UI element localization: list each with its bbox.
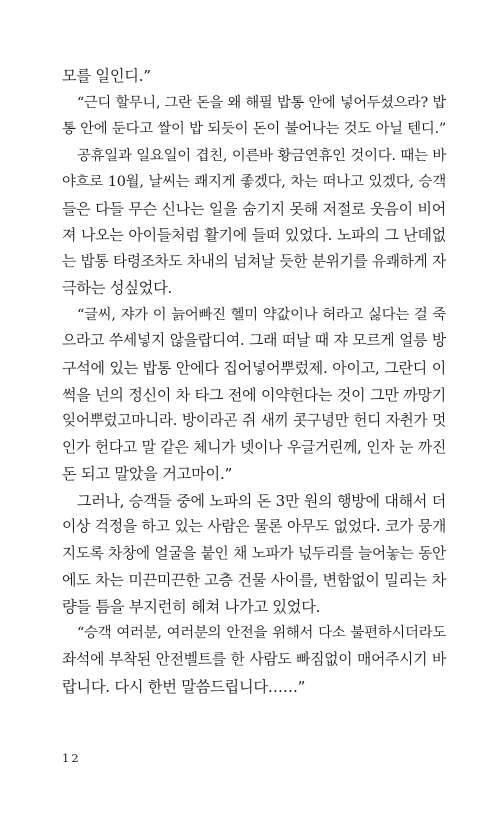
text-line: 모를 일인디.”	[62, 67, 151, 85]
text-line: 져 나오는 아이들처럼 활기에 들떠 있었다. 노파의 그 난데없	[62, 226, 446, 245]
text-line: 야흐로 10월, 날씨는 쾌지게 좋겠다, 차는 떠나고 있겠다, 승객	[62, 174, 446, 191]
text-line: 으라고 쑤세넣지 않을랍디여. 그래 떠날 때 쟈 모르게 얼릉 방	[62, 332, 446, 350]
text-line: 그러나, 승객들 중에 노파의 돈 3만 원의 행방에 대해서 더	[77, 491, 446, 510]
body-text	[62, 63, 446, 700]
text-line: 에도 차는 미끈미끈한 고층 건물 사이를, 변함없이 밀리는 차	[62, 571, 446, 590]
text-line: 잊어뿌렀고마니라. 방이라곤 쥐 새끼 콧구녕만 헌디 자췬가 멋	[62, 412, 446, 430]
text-line: 이상 걱정을 하고 있는 사람은 물론 아무도 없었다. 코가 뭉개	[62, 518, 446, 536]
text-line: 지도록 차창에 얼굴을 붙인 채 노파가 넋두리를 늘어놓는 동안	[62, 544, 446, 562]
text-line: 구석에 있는 밥통 안에다 집어넣어뿌렀제. 아이고, 그란디 이	[62, 359, 446, 378]
text-line: 통 안에 둔다고 쌀이 밥 되듯이 돈이 불어나는 것도 아닐 텐디.”	[62, 121, 446, 138]
text-line: 썩을 넌의 정신이 차 타그 전에 이약헌다는 것이 그만 까망기	[62, 385, 446, 404]
text-line: 랍니다. 다시 한번 말씀드립니다……”	[62, 677, 306, 696]
text-line: 는 밥통 타령조차도 차내의 넘쳐날 듯한 분위기를 유쾌하게 자	[62, 252, 446, 270]
text-line: 돈 되고 말았을 거고마이.”	[62, 465, 233, 484]
text-line: “글씨, 쟈가 이 늙어빠진 헬미 약값이나 허라고 싫다는 걸 죽	[77, 306, 446, 323]
text-line: 극하는 성싶었다.	[62, 279, 173, 298]
text-line: 들은 다들 무슨 신나는 일을 숨기지 못해 저절로 웃음이 비어	[62, 199, 446, 218]
text-line: 인가 헌다고 말 같은 체니가 넷이나 우글거린께, 인자 눈 까진	[62, 438, 446, 456]
text-line: 공휴일과 일요일이 겹친, 이른바 황금연휴인 것이다. 때는 바	[77, 147, 446, 164]
text-line: “승객 여러분, 여러분의 안전을 위해서 다소 불편하시더라도	[77, 625, 446, 642]
text-line: 좌석에 부착된 안전벨트를 한 사람도 빠짐없이 매어주시기 바	[62, 651, 446, 669]
text-line: 량들 틈을 부지런히 헤쳐 나가고 있었다.	[62, 597, 321, 616]
page-number: 12	[62, 751, 81, 765]
text-line: “근디 할무니, 그란 돈을 왜 해필 밥통 안에 넣어두셨으라? 밥	[77, 94, 446, 111]
